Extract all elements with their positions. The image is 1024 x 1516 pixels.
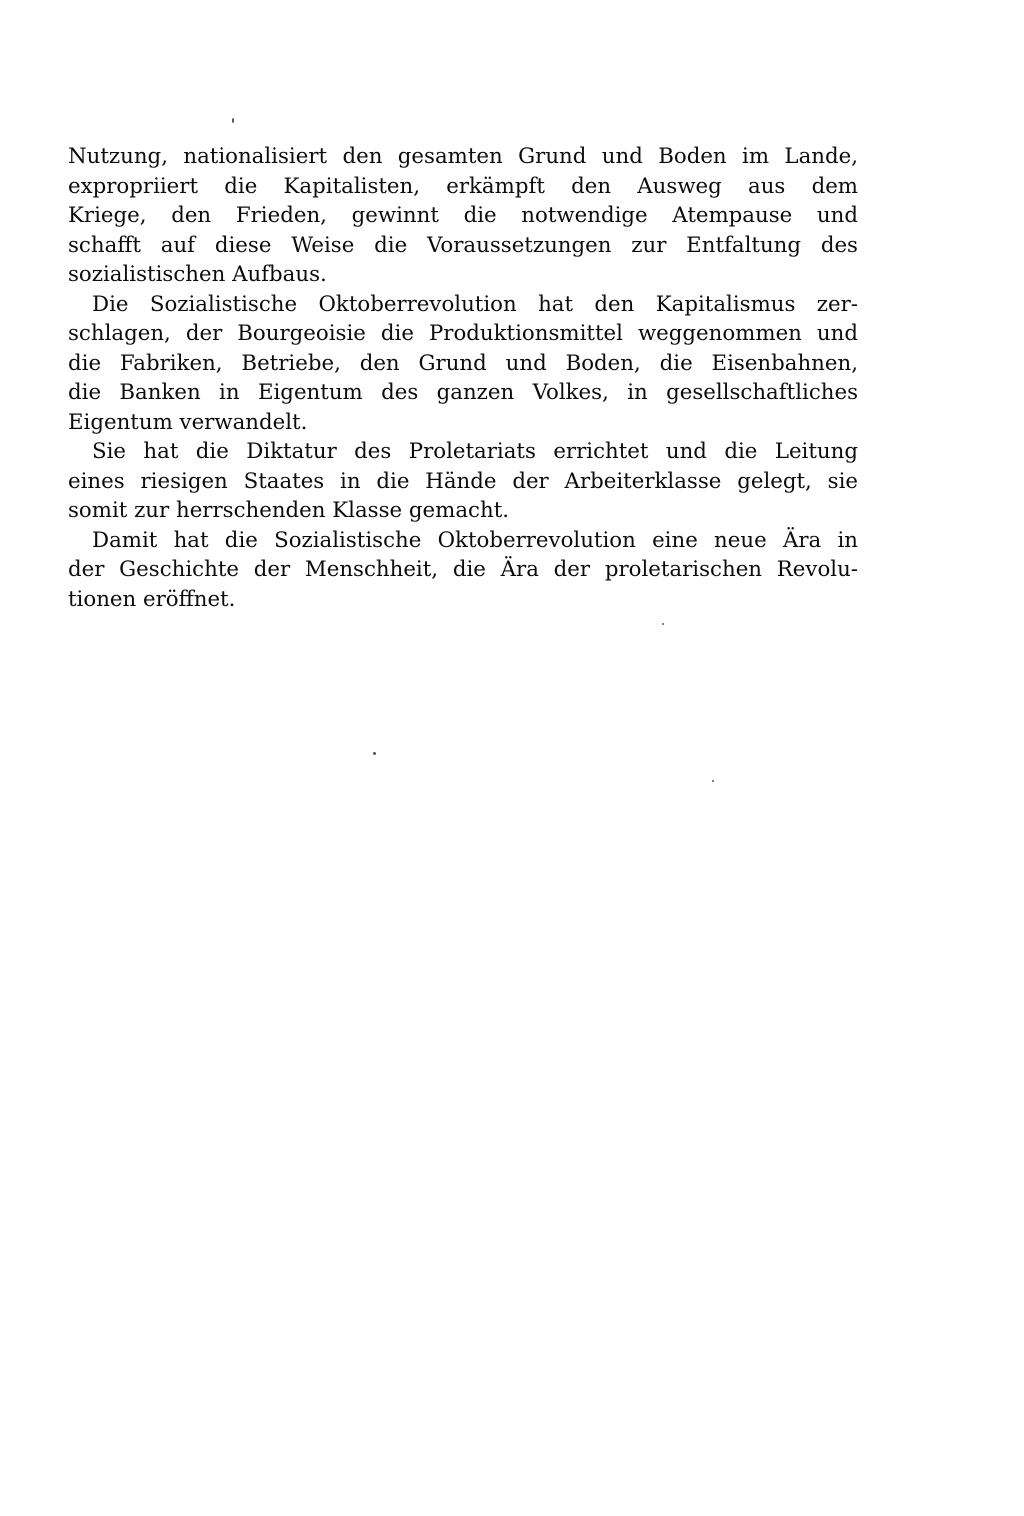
- text-line: der Geschichte der Menschheit, die Ära der proletarischen Revolu-: [68, 557, 858, 582]
- text-line: Kriege, den Frieden, gewinnt die notwendige Atempause und: [68, 203, 858, 228]
- paragraph-1: [68, 142, 858, 290]
- text-line: schafft auf diese Weise die Voraussetzungen zur Entfaltung des: [68, 232, 858, 258]
- scan-speck: [232, 118, 234, 123]
- text-line: Damit hat die Sozialistische Oktoberrevolution eine neue Ära in: [92, 527, 858, 553]
- text-line: eines riesigen Staates in die Hände der Arbeiterklasse gelegt, sie: [68, 468, 858, 494]
- scan-speck: [662, 623, 664, 625]
- text-line: Eigentum verwandelt.: [68, 409, 308, 435]
- scan-speck: [373, 752, 376, 755]
- text-line: expropriiert die Kapitalisten, erkämpft den Ausweg aus dem: [68, 173, 858, 199]
- text-line: die Banken in Eigentum des ganzen Volkes, in gesellschaftliches: [68, 380, 858, 405]
- text-line: tionen eröffnet.: [68, 586, 236, 612]
- text-line: sozialistischen Aufbaus.: [68, 262, 327, 287]
- scan-speck: [712, 780, 714, 782]
- text-line: somit zur herrschenden Klasse gemacht.: [68, 498, 510, 523]
- paragraph-4: [68, 526, 858, 615]
- text-line: Sie hat die Diktatur des Proletariats errichtet und die Leitung: [92, 439, 858, 464]
- body-text: [68, 142, 858, 614]
- paragraph-2: [68, 290, 858, 438]
- text-line: Nutzung, nationalisiert den gesamten Grund und Boden im Lande,: [68, 144, 858, 169]
- text-line: schlagen, der Bourgeoisie die Produktionsmittel weggenommen und: [68, 321, 858, 346]
- paragraph-3: [68, 437, 858, 526]
- text-line: die Fabriken, Betriebe, den Grund und Boden, die Eisenbahnen,: [68, 350, 858, 376]
- text-line: Die Sozialistische Oktoberrevolution hat den Kapitalismus zer-: [92, 291, 858, 317]
